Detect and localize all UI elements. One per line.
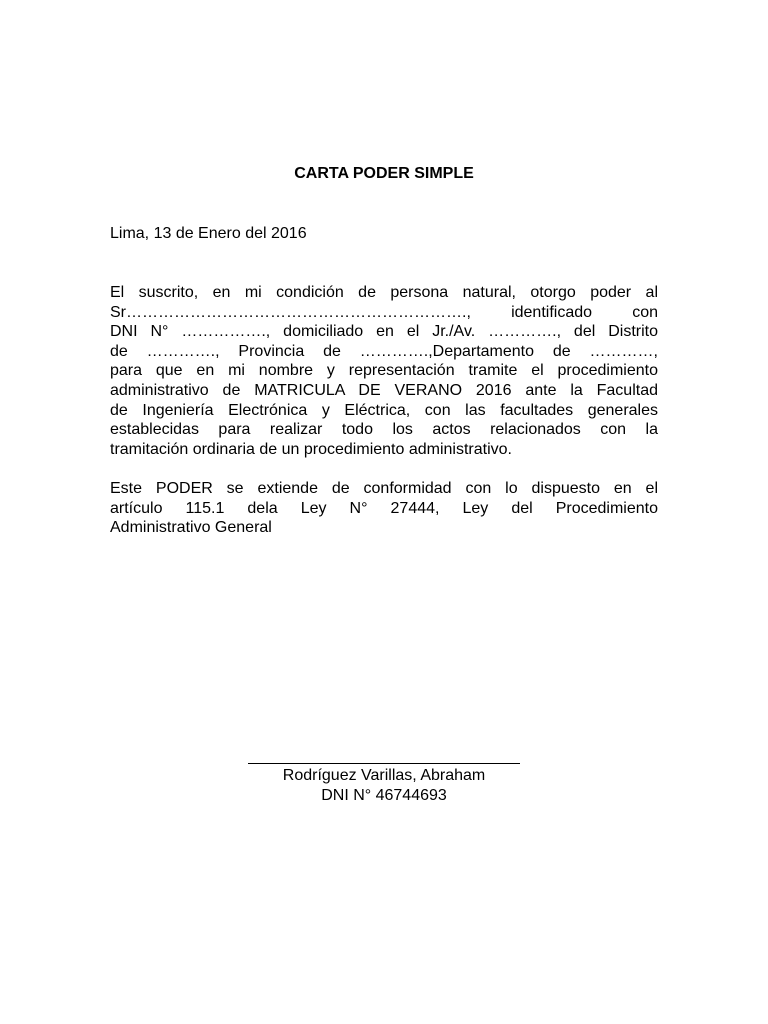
paragraph-power-grant xyxy=(110,283,658,459)
signature-line xyxy=(248,750,520,764)
paragraph-line: tramitación ordinaria de un procedimiento administrativo. xyxy=(110,440,512,458)
signatory-name: Rodríguez Varillas, Abraham xyxy=(282,767,486,784)
paragraph-line: Sr………………………………………………………., identificado con xyxy=(110,303,658,321)
paragraph-line: artículo 115.1 dela Ley N° 27444, Ley del Procedimiento xyxy=(110,499,658,517)
paragraph-line: Administrativo General xyxy=(110,519,272,537)
paragraph-line: establecidas para realizar todo los actos relacionados con la xyxy=(110,421,658,439)
date-line: Lima, 13 de Enero del 2016 xyxy=(110,225,307,242)
paragraph-line: DNI N° ……………., domiciliado en el Jr./Av. …………., del Distrito xyxy=(110,323,658,341)
paragraph-line: de Ingeniería Electrónica y Eléctrica, con las facultades generales xyxy=(110,401,658,419)
paragraph-line: Este PODER se extiende de conformidad con lo dispuesto en el xyxy=(110,480,658,497)
document-title: CARTA PODER SIMPLE xyxy=(294,165,474,182)
signatory-dni: DNI N° 46744693 xyxy=(321,787,447,804)
paragraph-line: para que en mi nombre y representación tramite el procedimiento xyxy=(110,362,658,380)
paragraph-legal-basis xyxy=(110,479,658,538)
paragraph-line: El suscrito, en mi condición de persona natural, otorgo poder al xyxy=(110,284,658,301)
signature-block xyxy=(0,750,768,806)
paragraph-line: administrativo de MATRICULA DE VERANO 2016 ante la Facultad xyxy=(110,381,658,399)
paragraph-line: de …………., Provincia de ………….,Departamento de …………, xyxy=(110,342,658,360)
